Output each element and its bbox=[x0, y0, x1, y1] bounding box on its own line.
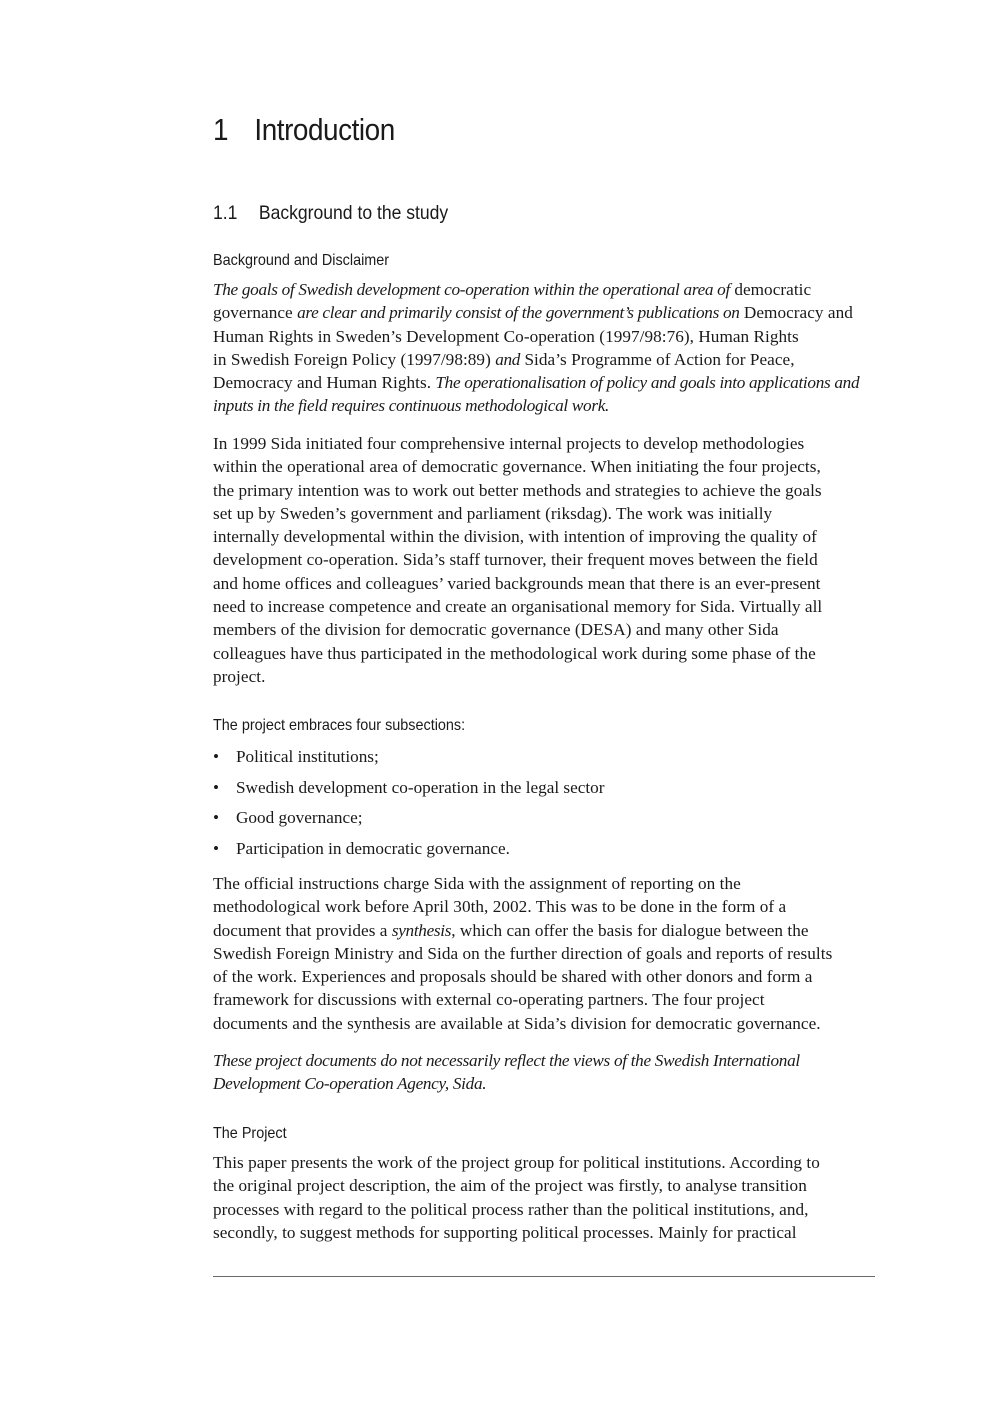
text-run: of the work. Experiences and proposals should be shared with other donors and form a bbox=[213, 967, 813, 987]
chapter-heading bbox=[213, 112, 395, 148]
list-item bbox=[213, 742, 604, 773]
text-line bbox=[213, 1012, 875, 1035]
chapter-number: 1 bbox=[213, 112, 229, 147]
bullet-icon: • bbox=[213, 747, 220, 766]
text-line: set up by Sweden’s government and parliament (riksdag). The work was initially bbox=[213, 503, 773, 523]
italic-run: inputs in the field requires continuous methodological work. bbox=[213, 396, 610, 416]
text-line: In 1999 Sida initiated four comprehensive internal projects to develop methodologies bbox=[213, 434, 805, 453]
text-line bbox=[213, 988, 875, 1011]
text-line bbox=[213, 394, 875, 417]
text-line: colleagues have thus participated in the methodological work during some phase of the bbox=[213, 643, 816, 663]
italic-run: The goals of Swedish development co-operation within the operational area of bbox=[213, 280, 730, 299]
text-line bbox=[213, 325, 875, 348]
text-line: development co-operation. Sida’s staff turnover, their frequent moves between the field bbox=[213, 550, 818, 570]
text-line: secondly, to suggest methods for supporting political processes. Mainly for practical bbox=[213, 1222, 797, 1242]
text-line: processes with regard to the political process rather than the political institutions, and, bbox=[213, 1199, 809, 1219]
text-run: document that provides a bbox=[213, 920, 392, 940]
subsections-list bbox=[213, 742, 604, 864]
text-line: These project documents do not necessarily reflect the views of the Swedish International bbox=[213, 1051, 800, 1070]
disclaimer-paragraph bbox=[213, 278, 875, 418]
views-disclaimer-paragraph bbox=[213, 1049, 875, 1096]
history-paragraph bbox=[213, 432, 875, 688]
text-line: the original project description, the aim of the project was firstly, to analyse transition bbox=[213, 1176, 807, 1196]
text-line bbox=[213, 278, 875, 301]
text-run: Democracy and Human Rights. bbox=[213, 373, 436, 393]
text-line: Development Co-operation Agency, Sida. bbox=[213, 1074, 487, 1094]
text-run: Swedish Foreign Ministry and Sida on the further direction of goals and reports of results bbox=[213, 943, 833, 963]
list-item bbox=[213, 773, 604, 804]
footer-divider bbox=[213, 1276, 875, 1277]
section-title: Background to the study bbox=[258, 202, 449, 224]
text-run: Human Rights in Sweden’s Development Co-operation (1997/98:76), Human Rights bbox=[213, 326, 799, 346]
text-line bbox=[213, 895, 875, 918]
section-heading bbox=[213, 202, 448, 225]
list-item-text: Good governance; bbox=[236, 808, 363, 827]
italic-run: synthesis bbox=[391, 920, 452, 940]
italic-run: are clear and primarily consist of the government’s publications on bbox=[297, 303, 740, 323]
text-line: and home offices and colleagues’ varied backgrounds mean that there is an ever-present bbox=[213, 573, 821, 593]
list-item bbox=[213, 834, 604, 865]
subheading-subsections: The project embraces four subsections: bbox=[213, 717, 466, 734]
text-run: Democracy and bbox=[739, 303, 853, 323]
text-run: documents and the synthesis are available at Sida’s division for democratic governance. bbox=[213, 1013, 821, 1033]
text-line bbox=[213, 942, 875, 965]
list-item-text: Participation in democratic governance. bbox=[236, 838, 510, 858]
text-line bbox=[213, 371, 875, 394]
bullet-icon: • bbox=[213, 777, 220, 797]
list-item bbox=[213, 803, 604, 834]
text-line: members of the division for democratic governance (DESA) and many other Sida bbox=[213, 620, 779, 640]
chapter-title: Introduction bbox=[254, 112, 395, 147]
subheading-background-disclaimer: Background and Disclaimer bbox=[213, 252, 390, 269]
text-run: , which can offer the basis for dialogue between the bbox=[451, 920, 809, 940]
list-item-text: Political institutions; bbox=[236, 747, 379, 766]
text-line bbox=[213, 919, 875, 942]
text-run: governance bbox=[213, 303, 298, 323]
text-run: framework for discussions with external co-operating partners. The four project bbox=[213, 990, 765, 1010]
instructions-paragraph bbox=[213, 872, 875, 1035]
text-line: internally developmental within the division, with intention of improving the quality of bbox=[213, 527, 817, 547]
text-line: within the operational area of democratic governance. When initiating the four projects, bbox=[213, 457, 821, 477]
text-line bbox=[213, 348, 875, 371]
italic-run: The operationalisation of policy and goals into applications and bbox=[435, 373, 860, 393]
text-run: Sida’s Programme of Action for Peace, bbox=[520, 349, 795, 369]
text-line bbox=[213, 965, 875, 988]
text-run: democratic bbox=[729, 280, 812, 299]
italic-run: and bbox=[495, 349, 521, 369]
text-line bbox=[213, 872, 875, 895]
text-line: This paper presents the work of the project group for political institutions. According to bbox=[213, 1153, 820, 1172]
bullet-icon: • bbox=[213, 808, 220, 827]
text-run: in Swedish Foreign Policy (1997/98:89) bbox=[213, 349, 496, 369]
list-item-text: Swedish development co-operation in the legal sector bbox=[236, 777, 605, 797]
text-run: The official instructions charge Sida with the assignment of reporting on the bbox=[213, 874, 741, 893]
text-line: project. bbox=[213, 666, 266, 686]
bullet-icon: • bbox=[213, 838, 220, 858]
text-line bbox=[213, 301, 875, 324]
text-line: the primary intention was to work out better methods and strategies to achieve the goals bbox=[213, 480, 822, 500]
subheading-the-project: The Project bbox=[213, 1125, 287, 1142]
text-line: need to increase competence and create an organisational memory for Sida. Virtually all bbox=[213, 597, 823, 617]
text-run: methodological work before April 30th, 2002. This was to be done in the form of a bbox=[213, 897, 787, 917]
section-number: 1.1 bbox=[213, 202, 238, 224]
project-paragraph bbox=[213, 1151, 875, 1244]
